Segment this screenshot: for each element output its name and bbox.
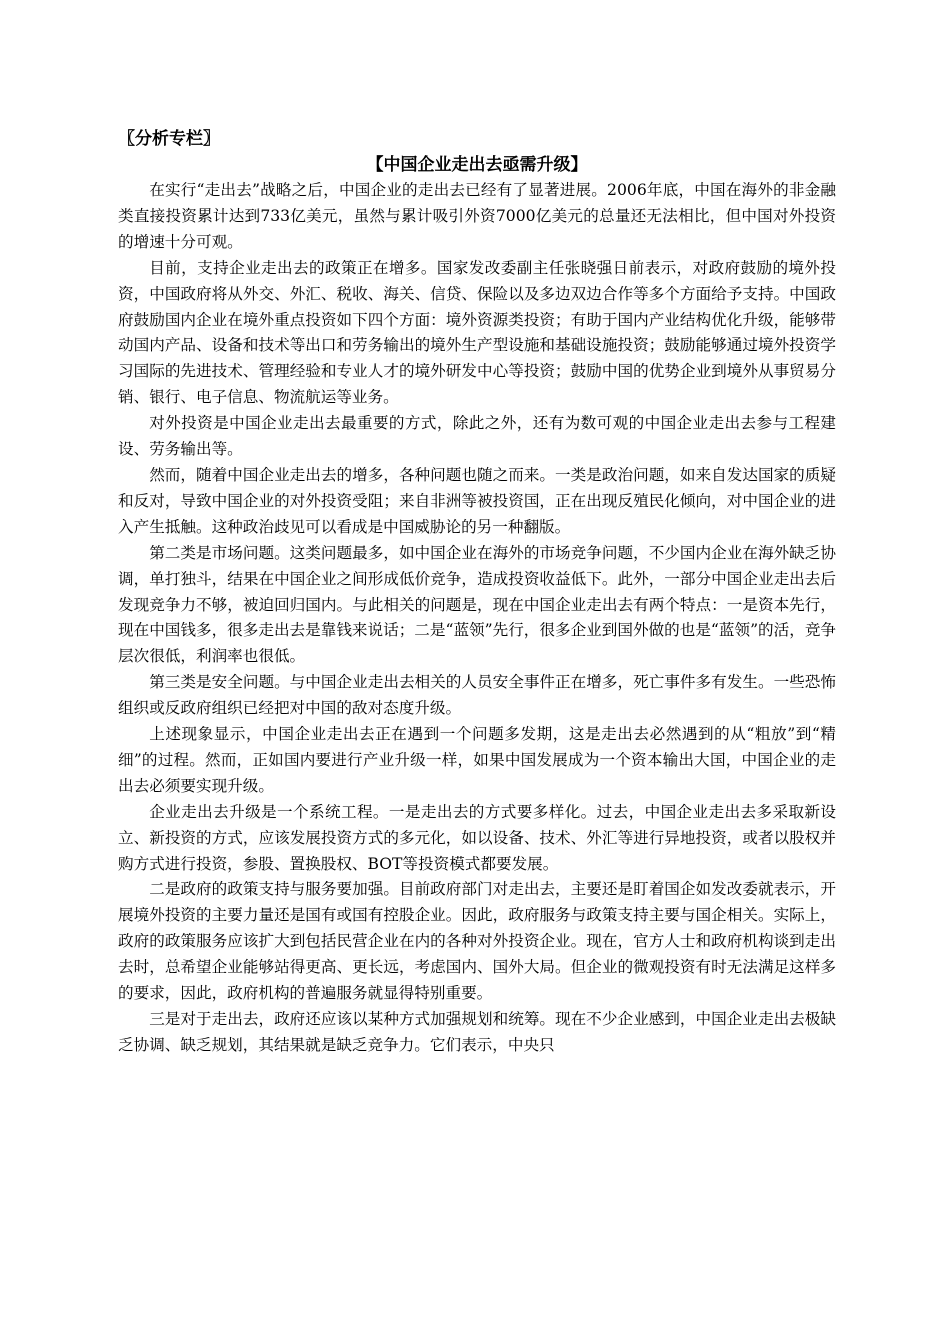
paragraph-10: 三是对于走出去，政府还应该以某种方式加强规划和统筹。现在不少企业感到，中国企业走出去极缺乏协调、缺乏规划，其结果就是缺乏竞争力。它们表示，中央只 <box>118 1010 836 1054</box>
article-title: 【中国企业走出去亟需升级】 <box>366 155 588 175</box>
paragraph-1: 在实行“走出去”战略之后，中国企业的走出去已经有了显著进展。2006年底，中国在海外的非金融类直接投资累计达到733亿美元，虽然与累计吸引外资7000亿美元的总量还无法相比，但中国对外投资的增速十分可观。 <box>118 181 836 251</box>
paragraph-7: 上述现象显示，中国企业走出去正在遇到一个问题多发期，这是走出去必然遇到的从“粗放”到“精细”的过程。然而，正如国内要进行产业升级一样，如果中国发展成为一个资本输出大国，中国企业的走出去必须要实现升级。 <box>118 725 836 795</box>
paragraph-8: 企业走出去升级是一个系统工程。一是走出去的方式要多样化。过去，中国企业走出去多采取新设立、新投资的方式，应该发展投资方式的多元化，如以设备、技术、外汇等进行异地投资，或者以股权并购方式进行投资，参股、置换股权、BOT等投资模式都要发展。 <box>118 802 836 873</box>
paragraph-3: 对外投资是中国企业走出去最重要的方式，除此之外，还有为数可观的中国企业走出去参与工程建设、劳务输出等。 <box>118 414 836 459</box>
paragraph-9: 二是政府的政策支持与服务要加强。目前政府部门对走出去，主要还是盯着国企如发改委就表示，开展境外投资的主要力量还是国有或国有控股企业。因此，政府服务与政策支持主要与国企相关。实际上，政府的政策服务应该扩大到包括民营企业在内的各种对外投资企业。现在，官方人士和政府机构谈到走出去时，总希望企业能够站得更高、更长远，考虑国内、国外大局。但企业的微观投资有时无法满足这样多的要求，因此，政府机构的普遍服务就显得特别重要。 <box>118 880 836 1003</box>
paragraph-2: 目前，支持企业走出去的政策正在增多。国家发改委副主任张晓强日前表示，对政府鼓励的境外投资，中国政府将从外交、外汇、税收、海关、信贷、保险以及多边双边合作等多个方面给予支持。中国政府鼓励国内企业在境外重点投资如下四个方面：境外资源类投资；有助于国内产业结构优化升级，能够带动国内产品、设备和技术等出口和劳务输出的境外生产型设施和基础设施投资；鼓励能够通过境外投资学习国际的先进技术、管理经验和专业人才的境外研发中心等投资；鼓励中国的优势企业到境外从事贸易分销、银行、电子信息、物流航运等业务。 <box>118 258 836 407</box>
paragraph-4: 然而，随着中国企业走出去的增多，各种问题也随之而来。一类是政治问题，如来自发达国家的质疑和反对，导致中国企业的对外投资受阻；来自非洲等被投资国，正在出现反殖民化倾向，对中国企业的进入产生抵触。这种政治歧见可以看成是中国威胁论的另一种翻版。 <box>118 465 836 536</box>
paragraph-6: 第三类是安全问题。与中国企业走出去相关的人员安全事件正在增多，死亡事件多有发生。一些恐怖组织或反政府组织已经把对中国的敌对态度升级。 <box>118 673 836 718</box>
document-page <box>118 126 836 1059</box>
paragraph-5: 第二类是市场问题。这类问题最多，如中国企业在海外的市场竞争问题，不少国内企业在海外缺乏协调，单打独斗，结果在中国企业之间形成低价竞争，造成投资收益低下。此外，一部分中国企业走出去后发现竞争力不够，被迫回归国内。与此相关的问题是，现在中国企业走出去有两个特点：一是资本先行，现在中国钱多，很多走出去是靠钱来说话；二是“蓝领”先行，很多企业到国外做的也是“蓝领”的活，竞争层次很低，利润率也很低。 <box>118 543 837 666</box>
section-label: 〖分析专栏〗 <box>118 129 220 149</box>
